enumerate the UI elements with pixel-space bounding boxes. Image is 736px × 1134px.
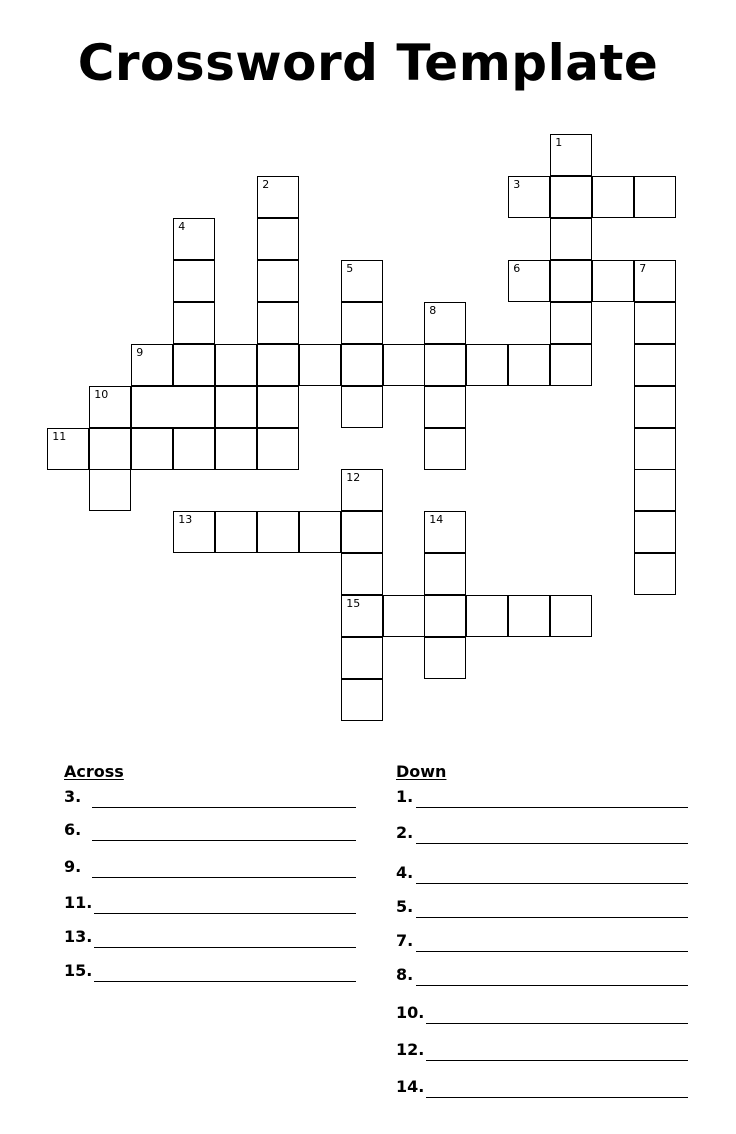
answer-line[interactable] bbox=[416, 883, 688, 884]
crossword-cell[interactable] bbox=[341, 595, 383, 637]
clue-number: 2. bbox=[396, 823, 414, 842]
crossword-cell[interactable] bbox=[550, 218, 592, 260]
cell-number: 7 bbox=[639, 262, 647, 276]
cell-number: 4 bbox=[178, 220, 186, 234]
crossword-cell[interactable] bbox=[341, 260, 383, 302]
clue-number: 10. bbox=[396, 1003, 425, 1022]
crossword-cell[interactable] bbox=[341, 511, 383, 553]
crossword-cell[interactable] bbox=[341, 344, 383, 386]
clue-line[interactable] bbox=[64, 819, 358, 843]
crossword-cell[interactable] bbox=[257, 218, 299, 260]
crossword-cell[interactable] bbox=[257, 302, 299, 344]
answer-line[interactable] bbox=[426, 1060, 688, 1061]
crossword-cell[interactable] bbox=[341, 637, 383, 679]
clue-number: 4. bbox=[396, 863, 414, 882]
crossword-cell[interactable] bbox=[634, 386, 676, 428]
crossword-cell[interactable] bbox=[173, 511, 215, 553]
crossword-cell[interactable] bbox=[341, 386, 383, 428]
clue-line[interactable] bbox=[64, 926, 358, 950]
crossword-cell[interactable] bbox=[466, 344, 508, 386]
crossword-cell[interactable] bbox=[550, 134, 592, 176]
crossword-cell[interactable] bbox=[215, 386, 257, 428]
cell-number: 3 bbox=[513, 178, 521, 192]
clue-number: 14. bbox=[396, 1077, 425, 1096]
across-heading: Across bbox=[64, 762, 124, 781]
crossword-cell[interactable] bbox=[215, 511, 257, 553]
clue-line[interactable] bbox=[396, 1002, 690, 1026]
crossword-cell[interactable] bbox=[550, 302, 592, 344]
cell-number: 10 bbox=[94, 388, 109, 402]
clue-line[interactable] bbox=[396, 1039, 690, 1063]
crossword-cell[interactable] bbox=[47, 428, 89, 470]
crossword-cell[interactable] bbox=[634, 260, 676, 302]
crossword-cell[interactable] bbox=[173, 386, 215, 428]
crossword-cell[interactable] bbox=[383, 595, 425, 637]
crossword-cell[interactable] bbox=[89, 386, 131, 428]
crossword-cell[interactable] bbox=[424, 344, 466, 386]
answer-line[interactable] bbox=[416, 807, 688, 808]
crossword-cell[interactable] bbox=[89, 428, 131, 470]
clue-number: 8. bbox=[396, 965, 414, 984]
crossword-cell[interactable] bbox=[299, 511, 341, 553]
cell-number: 11 bbox=[52, 430, 67, 444]
crossword-cell[interactable] bbox=[257, 428, 299, 470]
crossword-cell[interactable] bbox=[550, 344, 592, 386]
crossword-cell[interactable] bbox=[257, 176, 299, 218]
down-heading: Down bbox=[396, 762, 447, 781]
crossword-cell[interactable] bbox=[508, 260, 550, 302]
answer-line[interactable] bbox=[94, 913, 356, 914]
crossword-cell[interactable] bbox=[508, 344, 550, 386]
crossword-cell[interactable] bbox=[341, 679, 383, 721]
clue-number: 7. bbox=[396, 931, 414, 950]
answer-line[interactable] bbox=[94, 947, 356, 948]
crossword-cell[interactable] bbox=[634, 428, 676, 470]
clue-number: 13. bbox=[64, 927, 93, 946]
clue-number: 1. bbox=[396, 787, 414, 806]
crossword-cell[interactable] bbox=[173, 344, 215, 386]
cell-number: 12 bbox=[346, 471, 361, 485]
answer-line[interactable] bbox=[92, 877, 356, 878]
answer-line[interactable] bbox=[416, 917, 688, 918]
crossword-cell[interactable] bbox=[550, 595, 592, 637]
crossword-cell[interactable] bbox=[424, 302, 466, 344]
clue-line[interactable] bbox=[396, 862, 690, 886]
crossword-cell[interactable] bbox=[424, 428, 466, 470]
cell-number: 15 bbox=[346, 597, 361, 611]
crossword-cell[interactable] bbox=[634, 511, 676, 553]
crossword-cell[interactable] bbox=[592, 260, 634, 302]
crossword-cell[interactable] bbox=[634, 553, 676, 595]
crossword-cell[interactable] bbox=[173, 302, 215, 344]
crossword-cell[interactable] bbox=[424, 386, 466, 428]
crossword-cell[interactable] bbox=[424, 637, 466, 679]
page-title: Crossword Template bbox=[77, 34, 659, 92]
crossword-cell[interactable] bbox=[508, 176, 550, 218]
crossword-cell[interactable] bbox=[131, 344, 173, 386]
clue-line[interactable] bbox=[64, 892, 358, 916]
answer-line[interactable] bbox=[416, 951, 688, 952]
crossword-cell[interactable] bbox=[257, 260, 299, 302]
crossword-cell[interactable] bbox=[131, 428, 173, 470]
crossword-cell[interactable] bbox=[257, 386, 299, 428]
clue-number: 3. bbox=[64, 787, 82, 806]
crossword-cell[interactable] bbox=[299, 344, 341, 386]
clue-number: 15. bbox=[64, 961, 93, 980]
crossword-cell[interactable] bbox=[173, 260, 215, 302]
crossword-cell[interactable] bbox=[341, 302, 383, 344]
crossword-cell[interactable] bbox=[257, 511, 299, 553]
answer-line[interactable] bbox=[94, 981, 356, 982]
crossword-cell[interactable] bbox=[173, 428, 215, 470]
cell-number: 8 bbox=[429, 304, 437, 318]
crossword-cell[interactable] bbox=[424, 553, 466, 595]
clue-number: 11. bbox=[64, 893, 93, 912]
crossword-cell[interactable] bbox=[215, 344, 257, 386]
cell-number: 2 bbox=[262, 178, 270, 192]
crossword-cell[interactable] bbox=[592, 176, 634, 218]
clue-line[interactable] bbox=[396, 1076, 690, 1100]
clue-line[interactable] bbox=[64, 786, 358, 810]
crossword-cell[interactable] bbox=[173, 218, 215, 260]
clue-line[interactable] bbox=[396, 964, 690, 988]
clue-line[interactable] bbox=[396, 930, 690, 954]
clue-line[interactable] bbox=[64, 856, 358, 880]
cell-number: 5 bbox=[346, 262, 354, 276]
clue-line[interactable] bbox=[64, 960, 358, 984]
clue-line[interactable] bbox=[396, 822, 690, 846]
crossword-cell[interactable] bbox=[341, 469, 383, 511]
crossword-cell[interactable] bbox=[550, 260, 592, 302]
crossword-cell[interactable] bbox=[89, 469, 131, 511]
cell-number: 9 bbox=[136, 346, 144, 360]
answer-line[interactable] bbox=[92, 840, 356, 841]
crossword-cell[interactable] bbox=[424, 511, 466, 553]
crossword-cell[interactable] bbox=[215, 428, 257, 470]
cell-number: 1 bbox=[555, 136, 563, 150]
crossword-cell[interactable] bbox=[466, 595, 508, 637]
crossword-cell[interactable] bbox=[634, 469, 676, 511]
cell-number: 6 bbox=[513, 262, 521, 276]
crossword-cell[interactable] bbox=[424, 595, 466, 637]
answer-line[interactable] bbox=[416, 843, 688, 844]
clue-number: 6. bbox=[64, 820, 82, 839]
crossword-cell[interactable] bbox=[550, 176, 592, 218]
clue-number: 5. bbox=[396, 897, 414, 916]
clue-line[interactable] bbox=[396, 896, 690, 920]
clue-number: 9. bbox=[64, 857, 82, 876]
crossword-cell[interactable] bbox=[341, 553, 383, 595]
clue-line[interactable] bbox=[396, 786, 690, 810]
answer-line[interactable] bbox=[92, 807, 356, 808]
crossword-cell[interactable] bbox=[508, 595, 550, 637]
answer-line[interactable] bbox=[426, 1097, 688, 1098]
crossword-cell[interactable] bbox=[257, 344, 299, 386]
answer-line[interactable] bbox=[426, 1023, 688, 1024]
crossword-cell[interactable] bbox=[634, 176, 676, 218]
cell-number: 14 bbox=[429, 513, 444, 527]
crossword-cell[interactable] bbox=[383, 344, 425, 386]
crossword-cell[interactable] bbox=[634, 302, 676, 344]
answer-line[interactable] bbox=[416, 985, 688, 986]
crossword-cell[interactable] bbox=[634, 344, 676, 386]
cell-number: 13 bbox=[178, 513, 193, 527]
clue-number: 12. bbox=[396, 1040, 425, 1059]
